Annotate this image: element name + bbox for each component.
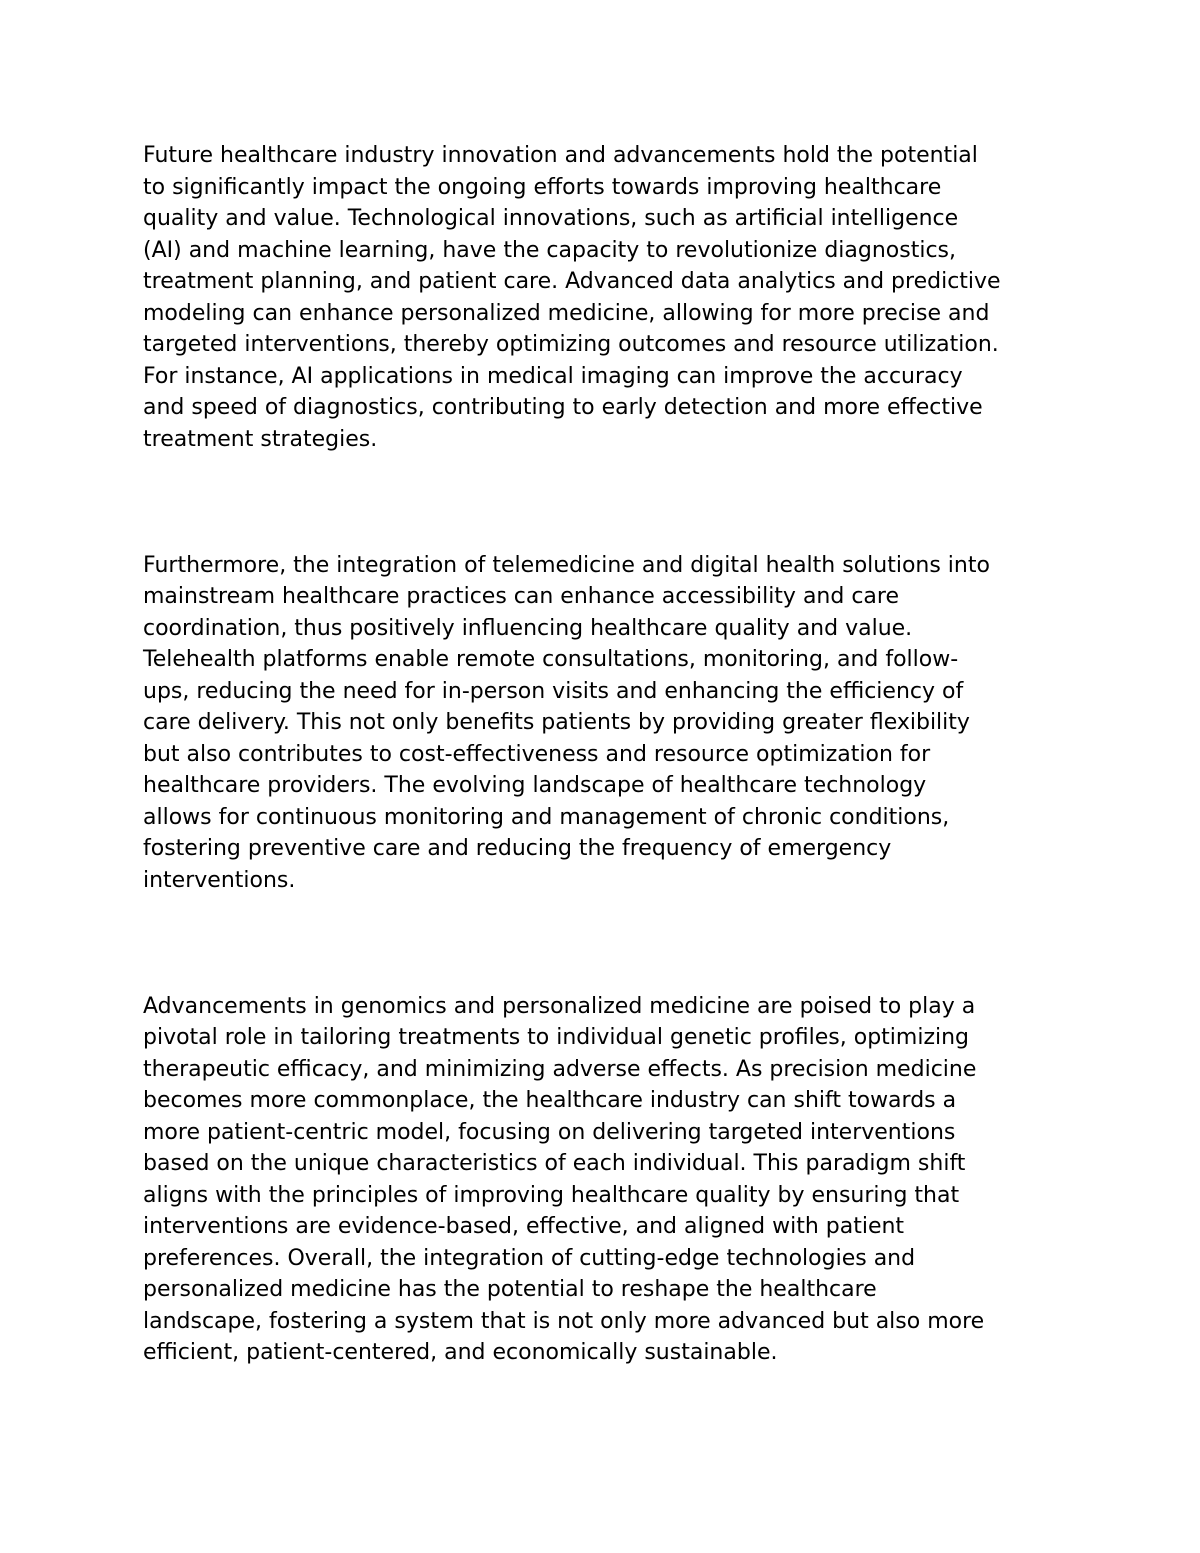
paragraph-3 (143, 991, 1073, 1369)
text-line: becomes more commonplace, the healthcare industry can shift towards a (143, 1088, 957, 1113)
text-line: Furthermore, the integration of telemedicine and digital health solutions into (143, 552, 990, 578)
text-line: targeted interventions, thereby optimizing outcomes and resource utilization. (143, 332, 999, 357)
text-line: therapeutic efficacy, and minimizing adverse effects. As precision medicine (143, 1056, 977, 1082)
text-line: (AI) and machine learning, have the capacity to revolutionize diagnostics, (143, 237, 957, 263)
text-line: treatment planning, and patient care. Advanced data analytics and predictive (143, 269, 1001, 294)
text-line: fostering preventive care and reducing the frequency of emergency (143, 836, 892, 861)
text-line: mainstream healthcare practices can enhance accessibility and care (143, 584, 900, 609)
text-line: pivotal role in tailoring treatments to individual genetic profiles, optimizing (143, 1025, 970, 1050)
text-line: and speed of diagnostics, contributing to early detection and more effective (143, 395, 983, 420)
text-line: quality and value. Technological innovations, such as artificial intelligence (143, 206, 959, 231)
text-line: allows for continuous monitoring and management of chronic conditions, (143, 804, 950, 830)
text-line: based on the unique characteristics of each individual. This paradigm shift (143, 1151, 966, 1176)
text-line: efficient, patient-centered, and economically sustainable. (143, 1340, 778, 1365)
text-line: aligns with the principles of improving healthcare quality by ensuring that (143, 1182, 960, 1208)
text-line: treatment strategies. (143, 426, 378, 452)
text-line: ups, reducing the need for in-person visits and enhancing the efficiency of (143, 678, 964, 704)
text-line: interventions. (143, 867, 296, 893)
text-line: care delivery. This not only benefits patients by providing greater flexibility (143, 710, 970, 735)
text-line: preferences. Overall, the integration of cutting-edge technologies and (143, 1245, 916, 1271)
text-line: to significantly impact the ongoing efforts towards improving healthcare (143, 174, 942, 200)
text-line: landscape, fostering a system that is not only more advanced but also more (143, 1308, 985, 1334)
text-line: For instance, AI applications in medical imaging can improve the accuracy (143, 363, 963, 389)
text-line: Telehealth platforms enable remote consultations, monitoring, and follow- (143, 647, 959, 672)
paragraph-1 (143, 140, 1073, 455)
document-body (143, 140, 1073, 1369)
text-line: modeling can enhance personalized medicine, allowing for more precise and (143, 300, 990, 326)
text-line: Future healthcare industry innovation and advancements hold the potential (143, 143, 978, 168)
text-line: more patient-centric model, focusing on delivering targeted interventions (143, 1119, 956, 1145)
text-line: Advancements in genomics and personalized medicine are poised to play a (143, 993, 976, 1019)
text-line: personalized medicine has the potential to reshape the healthcare (143, 1277, 877, 1302)
text-line: healthcare providers. The evolving landscape of healthcare technology (143, 773, 927, 798)
paragraph-2 (143, 550, 1073, 897)
text-line: but also contributes to cost-effectiveness and resource optimization for (143, 741, 931, 767)
text-line: coordination, thus positively influencing healthcare quality and value. (143, 615, 913, 641)
text-line: interventions are evidence-based, effective, and aligned with patient (143, 1214, 905, 1239)
